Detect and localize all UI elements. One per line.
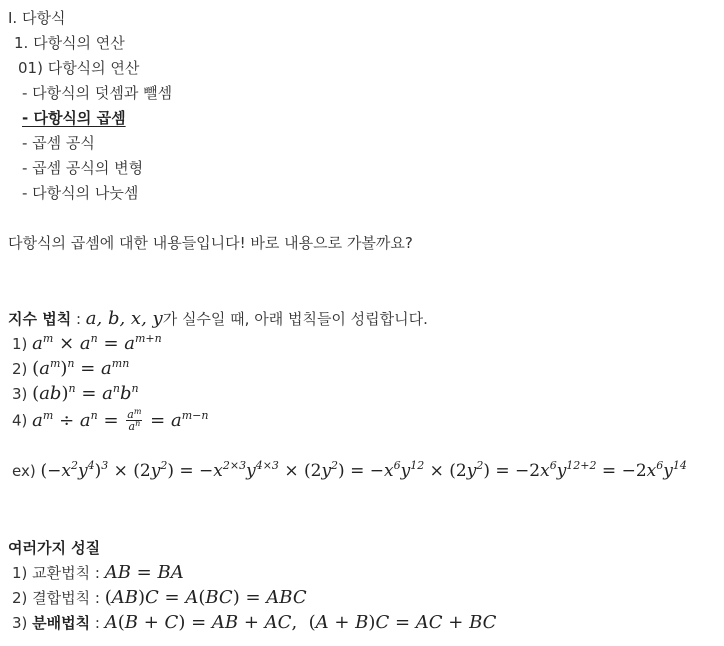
toc-item: - 곱셈 공식의 변형 xyxy=(22,159,144,177)
exponent-rule-1: 1) $a^m \times a^n = a^{m+n}$ xyxy=(12,332,162,354)
exponent-example: ex) $(-x^2y^4)^3 \times (2y^2) = -x^{2\times 3}y^{4\times 3} \times (2y^2) = -x^6y^{12} \times (2y^2) = -2x^6y^{12+2} = -2x^6y^{14}$ xyxy=(12,459,687,481)
intro-text: 다항식의 곱셈에 대한 내용들입니다! 바로 내용으로 가볼까요? xyxy=(8,234,413,252)
toc-chapter: 1. 다항식의 연산 xyxy=(14,34,125,52)
property-associative: 2) 결합법칙 : (AB)C = A(BC) = ABC xyxy=(12,587,307,608)
exponent-rule-4: 4) $a^m \div a^n$ = $\frac{a^m}{a^n}$ = $a^{m-n}$ xyxy=(12,407,209,433)
exponent-rule-2: 2) $(a^m)^n = a^{mn}$ xyxy=(12,357,130,379)
distributive-label: 분배법칙 xyxy=(32,614,91,632)
toc-part: I. 다항식 xyxy=(8,9,66,27)
toc-section: 01) 다항식의 연산 xyxy=(18,59,140,77)
toc-item-current: - 다항식의 곱셈 xyxy=(22,109,126,127)
exponent-rule-3: 3) $(ab)^n = a^nb^n$ xyxy=(12,382,139,404)
toc-item: - 다항식의 덧셈과 뺄셈 xyxy=(22,84,173,102)
toc-item: - 곱셈 공식 xyxy=(22,134,95,152)
property-distributive: 3) 분배법칙 : A(B + C) = AB + AC, (A + B)C = AC + BC xyxy=(12,612,497,633)
property-commutative: 1) 교환법칙 : AB = BA xyxy=(12,562,184,583)
exponent-vars: a, b, x, y xyxy=(85,308,163,329)
properties-heading: 여러가지 성질 xyxy=(8,539,101,557)
exponent-law-intro: 지수 법칙 : a, b, x, y가 실수일 때, 아래 법칙들이 성립합니다. xyxy=(8,308,428,329)
exponent-law-heading: 지수 법칙 xyxy=(8,310,72,328)
toc-item: - 다항식의 나눗셈 xyxy=(22,184,139,202)
